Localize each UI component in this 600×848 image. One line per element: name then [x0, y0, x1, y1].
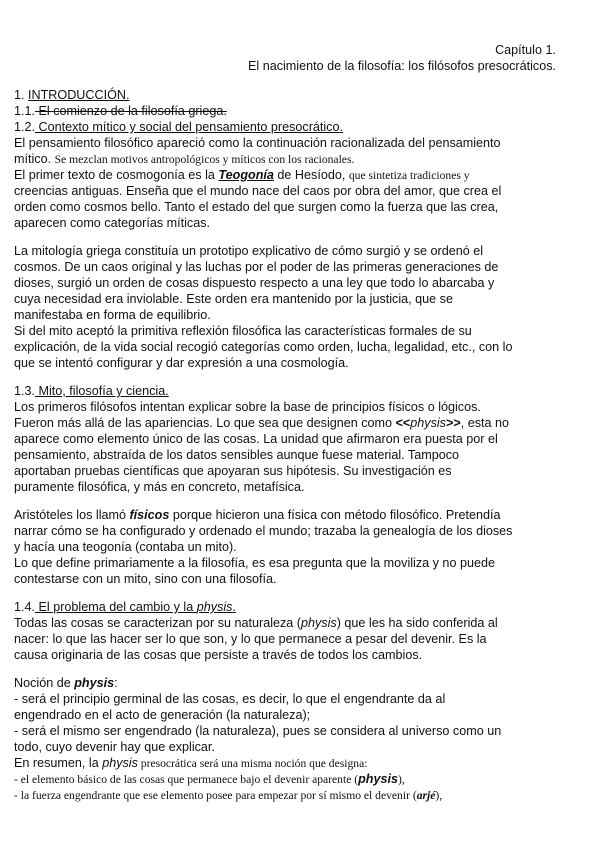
section-1-2-heading [14, 120, 343, 135]
paragraph-line: que se intentó configurar y dar expresión a una cosmología. [14, 356, 349, 370]
paragraph-line: orden como cosmos bello. Tanto el estado del que surgen como la fuerza que las crea, [14, 200, 499, 214]
paragraph-line: dioses, surgió un orden de cosas dispuesto respecto a una ley que todo lo abarcaba y [14, 276, 495, 290]
list-item: - la fuerza engendrante que ese elemento posee para empezar por sí mismo el devenir (arjé), [14, 789, 443, 802]
paragraph-line: creencias antiguas. Enseña que el mundo nace del caos por obra del amor, que crea el [14, 184, 502, 198]
term-physis: physis [358, 772, 399, 786]
list-item: todo, cuyo devenir hay que explicar. [14, 740, 215, 754]
term-arje: arjé [416, 789, 436, 802]
paragraph-line: narrar cómo se ha configurado y ordenado el mundo; trazaba la genealogía de los dioses [14, 524, 513, 538]
paragraph-line: Los primeros filósofos intentan explicar sobre la base de principios físicos o lógicos. [14, 400, 481, 414]
section-1-4-heading: 1.4. El problema del cambio y la physis. [14, 600, 236, 614]
paragraph-line: aparecen como categorías míticas. [14, 216, 210, 230]
section-1-4-number: 1.4. [14, 600, 36, 614]
paragraph-line: y hacía una teogonía (contaba un mito). [14, 540, 237, 554]
term-physis: physis [196, 600, 233, 614]
term-physis: physis [102, 756, 138, 770]
paragraph-line: nacer: lo que las hacer ser lo que son, y lo que permanece a pesar del devenir. Es la [14, 632, 487, 646]
paragraph-line: El primer texto de cosmogonía es la Teogonía de Hesíodo, que sintetiza tradiciones y [14, 168, 470, 182]
paragraph-line: Todas las cosas se caracterizan por su naturaleza (physis) que les ha sido conferida al [14, 616, 498, 630]
section-1-title: INTRODUCCIÓN. [28, 88, 130, 102]
section-1-1-number: 1.1. [14, 104, 36, 118]
section-1-1-heading [14, 104, 227, 119]
section-1-3-heading [14, 384, 169, 399]
paragraph-line: manifestaba en forma de equilibrio. [14, 308, 211, 322]
paragraph-line: Lo que define primariamente a la filosofía, es esa pregunta que la moviliza y no puede [14, 556, 495, 570]
paragraph-line: aportaban pruebas científicas que apoyaran sus hipótesis. Su investigación es [14, 464, 452, 478]
section-1-2-number: 1.2. [14, 120, 36, 134]
section-1-3-title: Mito, filosofía y ciencia. [35, 384, 169, 398]
paragraph-line: Fueron más allá de las apariencias. Lo que sea que designen como <<physis>>, esta no [14, 416, 510, 430]
paragraph-line: aparece como elemento único de las cosas. La unidad que afirmaron era puesta por el [14, 432, 498, 446]
paragraph-line: En resumen, la physis presocrática será una misma noción que designa: [14, 756, 368, 770]
paragraph-line: Si del mito aceptó la primitiva reflexión filosófica las características formales de su [14, 324, 472, 338]
term-teogonia: Teogonía [218, 168, 274, 182]
paragraph-line: El pensamiento filosófico apareció como la continuación racionalizada del pensamiento [14, 136, 501, 150]
serif-note: Se mezclan motivos antropológicos y míticos con los racionales. [54, 153, 355, 166]
paragraph-line: cosmos. De un caos original y las luchas por el poder de las primeras generaciones de [14, 260, 499, 274]
section-1-1-title: El comienzo de la filosofía griega. [35, 104, 227, 118]
paragraph-line: causa originaria de las cosas que persiste a través de todos los cambios. [14, 648, 423, 662]
section-1-2-title: Contexto mítico y social del pensamiento presocrático. [35, 120, 344, 134]
paragraph-line: Aristóteles los llamó físicos porque hicieron una física con método filosófico. Pretendía [14, 508, 501, 522]
term-physis: physis [410, 416, 446, 430]
section-1-heading [14, 88, 129, 103]
paragraph-line: cuya necesidad era inviolable. Este orden era mantenido por la justicia, que se [14, 292, 453, 306]
paragraph-line: mítico. Se mezclan motivos antropológicos y míticos con los racionales. [14, 152, 355, 166]
section-1-3-number: 1.3. [14, 384, 36, 398]
chapter-title: El nacimiento de la filosofía: los filósofos presocráticos. [248, 59, 556, 73]
list-item: - será el mismo ser engendrado (la naturaleza), pues se considera al universo como un [14, 724, 502, 738]
paragraph-line: pensamiento, abstraída de los datos sensibles aunque fuese material. Tampoco [14, 448, 460, 462]
section-1-number: 1. [14, 88, 29, 102]
chapter-label: Capítulo 1. [495, 43, 556, 57]
list-item: - el elemento básico de las cosas que permanece bajo el devenir aparente (physis), [14, 772, 405, 786]
paragraph-line: La mitología griega constituía un prototipo explicativo de cómo surgió y se ordenó el [14, 244, 484, 258]
paragraph-line: contestarse con un mito, sino con una filosofía. [14, 572, 277, 586]
term-physis: physis [74, 676, 115, 690]
paragraph-line: Noción de physis: [14, 676, 118, 690]
list-item: - será el principio germinal de las cosas, es decir, lo que el engendrante da al [14, 692, 446, 706]
paragraph-line: explicación, de la vida social recogió categorías como orden, lucha, legalidad, etc., con lo [14, 340, 513, 354]
term-fisicos: físicos [129, 508, 170, 522]
term-physis: physis [301, 616, 337, 630]
paragraph-line: puramente filosófica, y más en concreto, metafísica. [14, 480, 305, 494]
list-item: engendrado en el acto de generación (la naturaleza); [14, 708, 311, 722]
